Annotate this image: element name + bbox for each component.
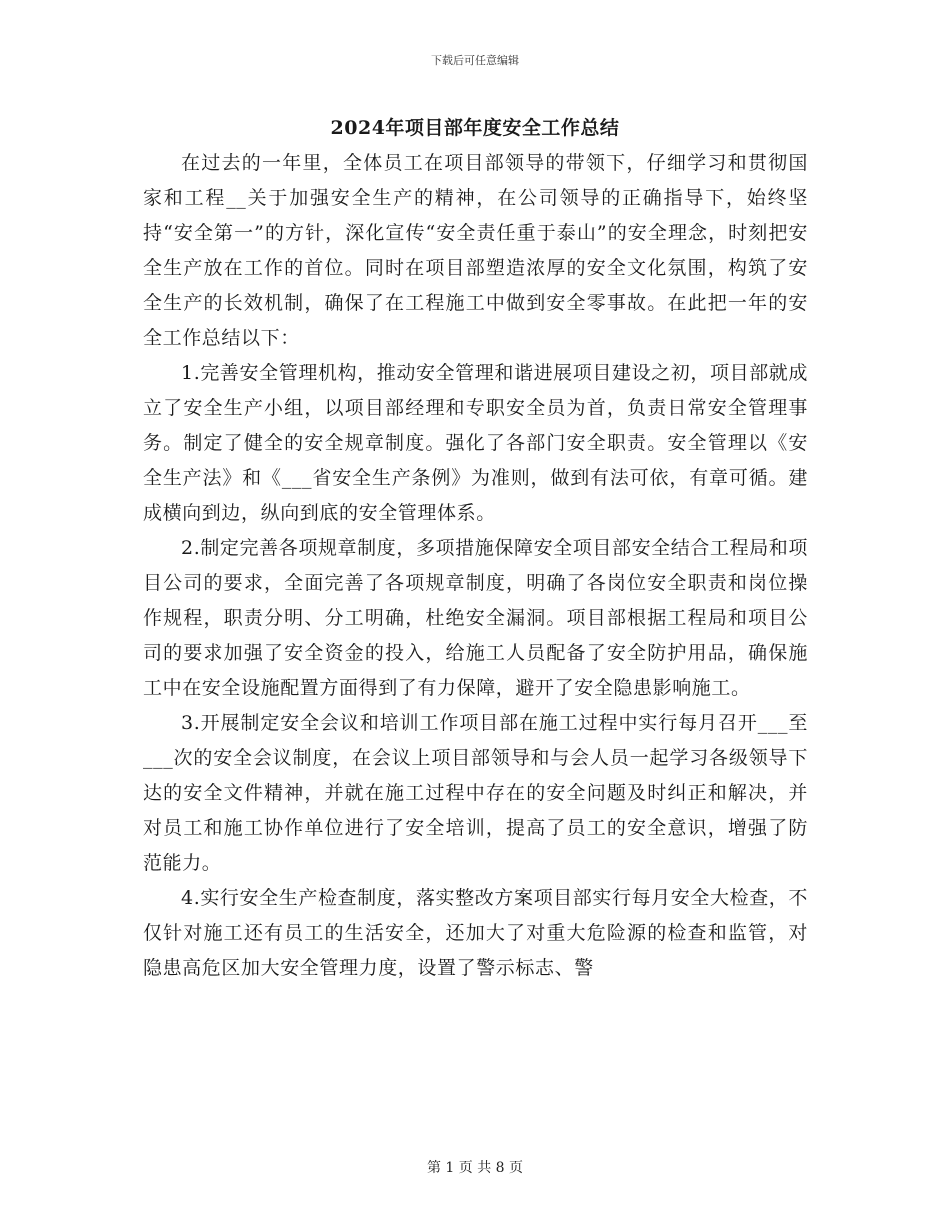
paragraph-intro: 在过去的一年里，全体员工在项目部领导的带领下，仔细学习和贯彻国家和工程__关于加强安全生产的精神，在公司领导的正确指导下，始终坚持“安全第一”的方针，深化宣传“安全责任重于泰山”的安全理念，时刻把安全生产放在工作的首位。同时在项目部塑造浓厚的安全文化氛围，构筑了安全生产的长效机制，确保了在工程施工中做到安全零事故。在此把一年的安全工作总结以下： (143, 152, 808, 349)
paragraph-item-1: 1.完善安全管理机构，推动安全管理和谐进展项目建设之初，项目部就成立了安全生产小组，以项目部经理和专职安全员为首，负责日常安全管理事务。制定了健全的安全规章制度。强化了各部门安全职责。安全管理以《安全生产法》和《___省安全生产条例》为准则，做到有法可依，有章可循。建成横向到边，纵向到底的安全管理体系。 (143, 362, 808, 524)
paragraph-item-2: 2.制定完善各项规章制度，多项措施保障安全项目部安全结合工程局和项目公司的要求，全面完善了各项规章制度，明确了各岗位安全职责和岗位操作规程，职责分明、分工明确，杜绝安全漏洞。项目部根据工程局和项目公司的要求加强了安全资金的投入，给施工人员配备了安全防护用品，确保施工中在安全设施配置方面得到了有力保障，避开了安全隐患影响施工。 (143, 537, 808, 699)
paragraph-item-4: 4.实行安全生产检查制度，落实整改方案项目部实行每月安全大检查，不仅针对施工还有员工的生活安全，还加大了对重大危险源的检查和监管，对隐患高危区加大安全管理力度，设置了警示标志、警 (143, 887, 808, 979)
paragraph-item-3: 3.开展制定安全会议和培训工作项目部在施工过程中实行每月召开___至___次的安全会议制度，在会议上项目部领导和与会人员一起学习各级领导下达的安全文件精神，并就在施工过程中存在的安全问题及时纠正和解决，并对员工和施工协作单位进行了安全培训，提高了员工的安全意识，增强了防范能力。 (143, 712, 808, 874)
page-number: 第 1 页 共 8 页 (426, 1160, 524, 1176)
document-title: 2024年项目部年度安全工作总结 (330, 117, 620, 139)
header-note: 下载后可任意编辑 (431, 54, 519, 67)
document-body (143, 146, 808, 986)
